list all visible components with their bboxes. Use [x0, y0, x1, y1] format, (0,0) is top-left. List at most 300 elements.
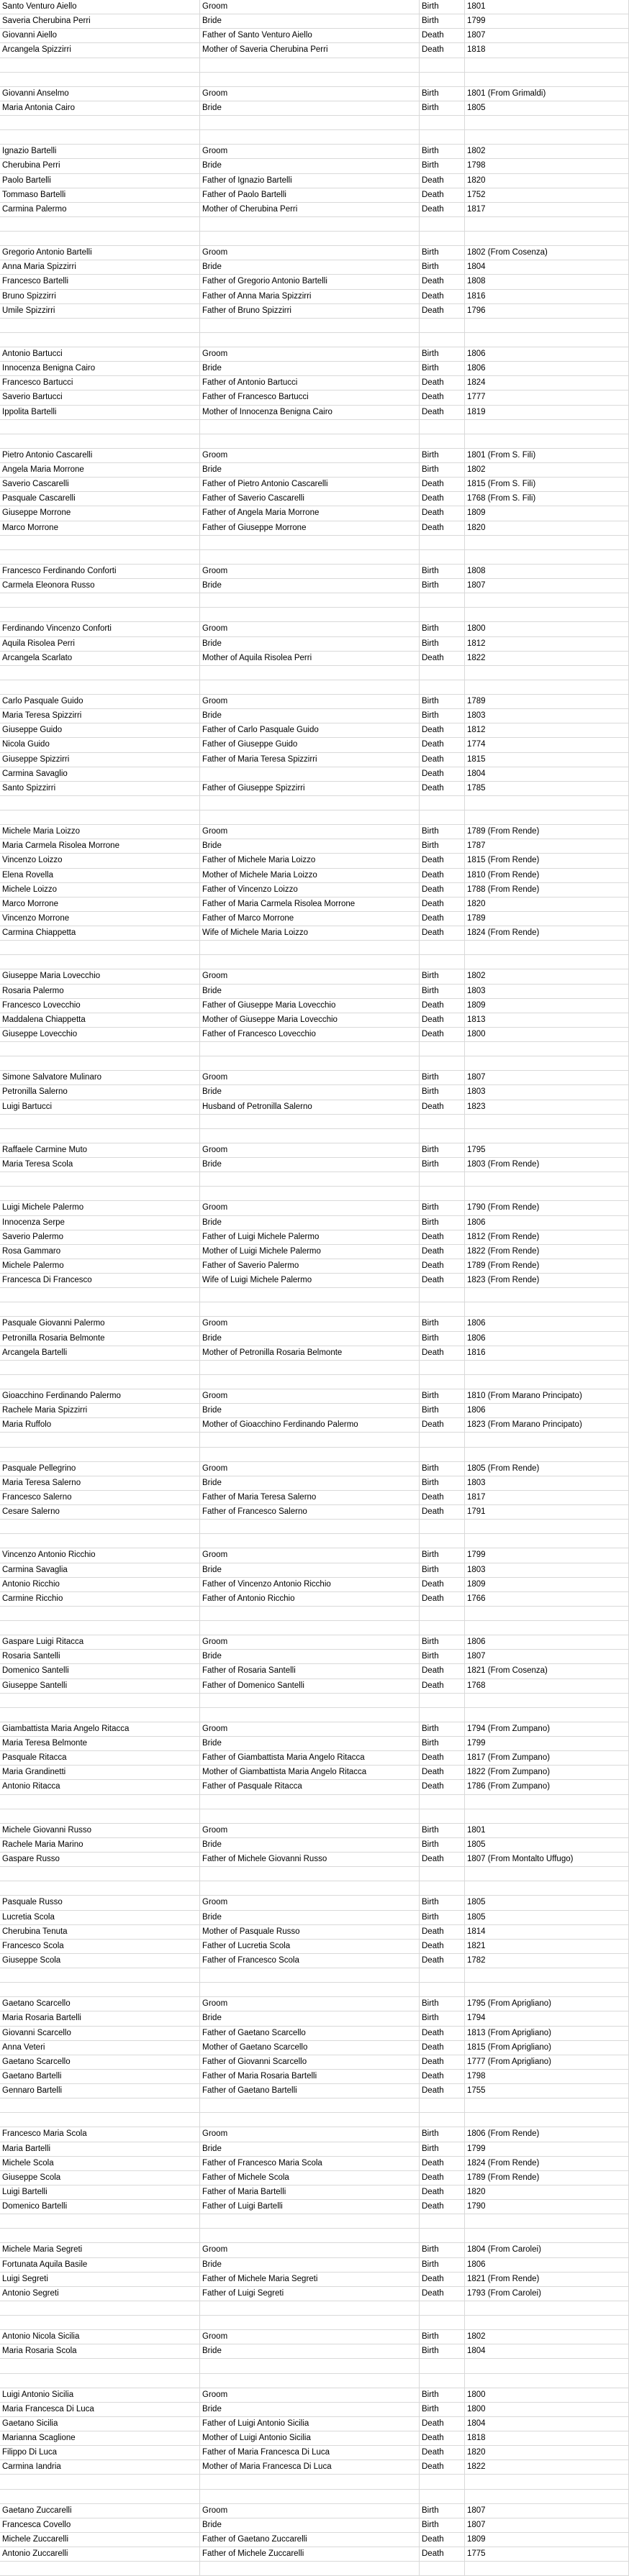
- year-cell[interactable]: 1798: [465, 2070, 629, 2083]
- role-cell[interactable]: [200, 420, 420, 434]
- name-cell[interactable]: [0, 666, 200, 680]
- role-cell[interactable]: Father of Gregorio Antonio Bartelli: [200, 275, 420, 288]
- year-cell[interactable]: 1818: [465, 43, 629, 57]
- role-cell[interactable]: Groom: [200, 1896, 420, 1909]
- event-cell[interactable]: [420, 1129, 465, 1143]
- role-cell[interactable]: Bride: [200, 1216, 420, 1230]
- year-cell[interactable]: 1805: [465, 1911, 629, 1924]
- name-cell[interactable]: Francesco Salerno: [0, 1491, 200, 1504]
- year-cell[interactable]: [465, 666, 629, 680]
- event-cell[interactable]: [420, 2475, 465, 2488]
- name-cell[interactable]: Pietro Antonio Cascarelli: [0, 449, 200, 462]
- event-cell[interactable]: [420, 810, 465, 824]
- role-cell[interactable]: [200, 1809, 420, 1823]
- event-cell[interactable]: [420, 2490, 465, 2503]
- name-cell[interactable]: Gaetano Scarcello: [0, 2055, 200, 2069]
- name-cell[interactable]: Luigi Bartucci: [0, 1100, 200, 1114]
- event-cell[interactable]: Death: [420, 2417, 465, 2431]
- name-cell[interactable]: Luigi Segreti: [0, 2273, 200, 2286]
- role-cell[interactable]: Father of Bruno Spizzirri: [200, 304, 420, 318]
- event-cell[interactable]: Birth: [420, 2518, 465, 2532]
- name-cell[interactable]: [0, 333, 200, 347]
- event-cell[interactable]: [420, 1621, 465, 1635]
- role-cell[interactable]: Mother of Luigi Antonio Sicilia: [200, 2431, 420, 2445]
- role-cell[interactable]: Husband of Petronilla Salerno: [200, 1100, 420, 1114]
- role-cell[interactable]: Bride: [200, 1650, 420, 1663]
- year-cell[interactable]: 1812: [465, 637, 629, 651]
- event-cell[interactable]: Birth: [420, 2243, 465, 2257]
- event-cell[interactable]: Birth: [420, 1404, 465, 1417]
- role-cell[interactable]: Bride: [200, 839, 420, 853]
- event-cell[interactable]: Birth: [420, 449, 465, 462]
- event-cell[interactable]: Death: [420, 1578, 465, 1591]
- role-cell[interactable]: [200, 130, 420, 144]
- name-cell[interactable]: Francesco Maria Scola: [0, 2127, 200, 2141]
- role-cell[interactable]: Mother of Giuseppe Maria Lovecchio: [200, 1013, 420, 1027]
- event-cell[interactable]: Death: [420, 43, 465, 57]
- role-cell[interactable]: Groom: [200, 1317, 420, 1330]
- role-cell[interactable]: Bride: [200, 1737, 420, 1750]
- name-cell[interactable]: Maria Teresa Spizzirri: [0, 709, 200, 723]
- name-cell[interactable]: Domenico Santelli: [0, 1664, 200, 1678]
- name-cell[interactable]: Nicola Guido: [0, 738, 200, 752]
- event-cell[interactable]: Death: [420, 738, 465, 752]
- event-cell[interactable]: Birth: [420, 709, 465, 723]
- role-cell[interactable]: [200, 2113, 420, 2127]
- name-cell[interactable]: Michele Zuccarelli: [0, 2533, 200, 2547]
- event-cell[interactable]: Birth: [420, 1737, 465, 1750]
- name-cell[interactable]: Pasquale Pellegrino: [0, 1462, 200, 1476]
- event-cell[interactable]: Death: [420, 1274, 465, 1287]
- year-cell[interactable]: 1807: [465, 579, 629, 593]
- role-cell[interactable]: Father of Gaetano Scarcello: [200, 2027, 420, 2040]
- year-cell[interactable]: [465, 2475, 629, 2488]
- role-cell[interactable]: Groom: [200, 695, 420, 708]
- year-cell[interactable]: [465, 1520, 629, 1533]
- role-cell[interactable]: Father of Antonio Bartucci: [200, 376, 420, 390]
- name-cell[interactable]: [0, 1983, 200, 1996]
- event-cell[interactable]: [420, 1983, 465, 1996]
- event-cell[interactable]: [420, 2374, 465, 2388]
- year-cell[interactable]: 1777 (From Aprigliano): [465, 2055, 629, 2069]
- name-cell[interactable]: Francesco Lovecchio: [0, 999, 200, 1013]
- event-cell[interactable]: Birth: [420, 1650, 465, 1663]
- role-cell[interactable]: Father of Luigi Michele Palermo: [200, 1230, 420, 1244]
- event-cell[interactable]: Death: [420, 652, 465, 665]
- role-cell[interactable]: Father of Saverio Palermo: [200, 1259, 420, 1273]
- event-cell[interactable]: Birth: [420, 579, 465, 593]
- role-cell[interactable]: Groom: [200, 2504, 420, 2518]
- role-cell[interactable]: Father of Michele Maria Segreti: [200, 2273, 420, 2286]
- event-cell[interactable]: [420, 1968, 465, 1982]
- event-cell[interactable]: [420, 2359, 465, 2372]
- year-cell[interactable]: 1804 (From Carolei): [465, 2243, 629, 2257]
- role-cell[interactable]: [200, 796, 420, 810]
- year-cell[interactable]: 1807: [465, 29, 629, 42]
- name-cell[interactable]: [0, 1448, 200, 1461]
- name-cell[interactable]: Saveria Cherubina Perri: [0, 14, 200, 28]
- name-cell[interactable]: Petronilla Rosaria Belmonte: [0, 1332, 200, 1346]
- event-cell[interactable]: Death: [420, 1780, 465, 1794]
- year-cell[interactable]: 1823 (From Rende): [465, 1274, 629, 1287]
- event-cell[interactable]: Birth: [420, 2258, 465, 2272]
- year-cell[interactable]: 1804: [465, 260, 629, 274]
- event-cell[interactable]: Death: [420, 2547, 465, 2561]
- role-cell[interactable]: Bride: [200, 101, 420, 115]
- name-cell[interactable]: Marianna Scaglione: [0, 2431, 200, 2445]
- role-cell[interactable]: [200, 1607, 420, 1620]
- event-cell[interactable]: Birth: [420, 87, 465, 101]
- year-cell[interactable]: 1810 (From Rende): [465, 869, 629, 882]
- role-cell[interactable]: Groom: [200, 565, 420, 578]
- year-cell[interactable]: 1800: [465, 622, 629, 636]
- year-cell[interactable]: 1789 (From Rende): [465, 825, 629, 839]
- event-cell[interactable]: [420, 319, 465, 332]
- event-cell[interactable]: Death: [420, 506, 465, 520]
- name-cell[interactable]: Anna Maria Spizzirri: [0, 260, 200, 274]
- event-cell[interactable]: Death: [420, 203, 465, 216]
- role-cell[interactable]: Father of Angela Maria Morrone: [200, 506, 420, 520]
- event-cell[interactable]: Death: [420, 174, 465, 188]
- name-cell[interactable]: [0, 2359, 200, 2372]
- name-cell[interactable]: Arcangela Bartelli: [0, 1346, 200, 1360]
- name-cell[interactable]: Saverio Cascarelli: [0, 478, 200, 491]
- year-cell[interactable]: [465, 593, 629, 607]
- role-cell[interactable]: [200, 1187, 420, 1200]
- year-cell[interactable]: 1822: [465, 652, 629, 665]
- role-cell[interactable]: [200, 434, 420, 448]
- role-cell[interactable]: Father of Luigi Segreti: [200, 2287, 420, 2301]
- year-cell[interactable]: [465, 1302, 629, 1316]
- role-cell[interactable]: Father of Francesco Lovecchio: [200, 1028, 420, 1041]
- year-cell[interactable]: [465, 1881, 629, 1895]
- event-cell[interactable]: Death: [420, 1418, 465, 1432]
- year-cell[interactable]: 1821 (From Cosenza): [465, 1664, 629, 1678]
- event-cell[interactable]: Birth: [420, 1838, 465, 1852]
- year-cell[interactable]: [465, 2113, 629, 2127]
- event-cell[interactable]: Death: [420, 854, 465, 867]
- year-cell[interactable]: 1824: [465, 376, 629, 390]
- name-cell[interactable]: [0, 58, 200, 72]
- event-cell[interactable]: Birth: [420, 1896, 465, 1909]
- year-cell[interactable]: [465, 1983, 629, 1996]
- role-cell[interactable]: Father of Santo Venturo Aiello: [200, 29, 420, 42]
- role-cell[interactable]: Father of Giuseppe Guido: [200, 738, 420, 752]
- event-cell[interactable]: Birth: [420, 1462, 465, 1476]
- event-cell[interactable]: Death: [420, 1592, 465, 1606]
- role-cell[interactable]: [200, 1867, 420, 1881]
- name-cell[interactable]: Maria Teresa Salerno: [0, 1476, 200, 1490]
- role-cell[interactable]: [200, 1288, 420, 1302]
- name-cell[interactable]: Michele Maria Loizzo: [0, 825, 200, 839]
- event-cell[interactable]: Birth: [420, 159, 465, 173]
- role-cell[interactable]: [200, 1115, 420, 1128]
- year-cell[interactable]: 1798: [465, 159, 629, 173]
- event-cell[interactable]: Birth: [420, 1389, 465, 1403]
- name-cell[interactable]: [0, 536, 200, 549]
- year-cell[interactable]: [465, 1187, 629, 1200]
- name-cell[interactable]: [0, 593, 200, 607]
- name-cell[interactable]: Gaspare Luigi Ritacca: [0, 1635, 200, 1649]
- event-cell[interactable]: [420, 1448, 465, 1461]
- name-cell[interactable]: [0, 680, 200, 694]
- year-cell[interactable]: 1794 (From Zumpano): [465, 1722, 629, 1736]
- year-cell[interactable]: 1795 (From Aprigliano): [465, 1997, 629, 2011]
- year-cell[interactable]: 1802: [465, 969, 629, 983]
- role-cell[interactable]: [200, 1302, 420, 1316]
- year-cell[interactable]: [465, 941, 629, 954]
- event-cell[interactable]: Death: [420, 1491, 465, 1504]
- event-cell[interactable]: [420, 130, 465, 144]
- name-cell[interactable]: Maria Carmela Risolea Morrone: [0, 839, 200, 853]
- role-cell[interactable]: Mother of Innocenza Benigna Cairo: [200, 406, 420, 419]
- role-cell[interactable]: [200, 767, 420, 781]
- event-cell[interactable]: Death: [420, 1100, 465, 1114]
- role-cell[interactable]: Father of Michele Zuccarelli: [200, 2547, 420, 2561]
- role-cell[interactable]: Father of Francesco Bartucci: [200, 390, 420, 404]
- year-cell[interactable]: 1817: [465, 1491, 629, 1504]
- role-cell[interactable]: Mother of Petronilla Rosaria Belmonte: [200, 1346, 420, 1360]
- role-cell[interactable]: Groom: [200, 2330, 420, 2344]
- event-cell[interactable]: Birth: [420, 969, 465, 983]
- name-cell[interactable]: [0, 1115, 200, 1128]
- name-cell[interactable]: Arcangela Scarlato: [0, 652, 200, 665]
- year-cell[interactable]: 1806: [465, 347, 629, 361]
- year-cell[interactable]: [465, 680, 629, 694]
- event-cell[interactable]: Death: [420, 2027, 465, 2040]
- name-cell[interactable]: Giuseppe Guido: [0, 723, 200, 737]
- name-cell[interactable]: Carmina Chiappetta: [0, 926, 200, 940]
- event-cell[interactable]: [420, 2229, 465, 2242]
- name-cell[interactable]: [0, 1881, 200, 1895]
- name-cell[interactable]: [0, 130, 200, 144]
- year-cell[interactable]: 1801 (From Grimaldi): [465, 87, 629, 101]
- name-cell[interactable]: [0, 2301, 200, 2315]
- year-cell[interactable]: 1803: [465, 709, 629, 723]
- year-cell[interactable]: 1802: [465, 463, 629, 477]
- event-cell[interactable]: Death: [420, 304, 465, 318]
- event-cell[interactable]: [420, 1520, 465, 1533]
- event-cell[interactable]: [420, 1867, 465, 1881]
- year-cell[interactable]: [465, 810, 629, 824]
- event-cell[interactable]: [420, 1302, 465, 1316]
- year-cell[interactable]: 1796: [465, 304, 629, 318]
- year-cell[interactable]: 1820: [465, 521, 629, 535]
- event-cell[interactable]: Death: [420, 753, 465, 767]
- year-cell[interactable]: 1815 (From Aprigliano): [465, 2041, 629, 2055]
- name-cell[interactable]: Francesco Scola: [0, 1940, 200, 1953]
- role-cell[interactable]: [200, 1795, 420, 1809]
- year-cell[interactable]: 1818: [465, 2431, 629, 2445]
- year-cell[interactable]: 1820: [465, 2186, 629, 2199]
- role-cell[interactable]: Mother of Michele Maria Loizzo: [200, 869, 420, 882]
- role-cell[interactable]: Father of Giovanni Scarcello: [200, 2055, 420, 2069]
- year-cell[interactable]: 1803 (From Rende): [465, 1158, 629, 1171]
- role-cell[interactable]: [200, 536, 420, 549]
- role-cell[interactable]: Father of Maria Carmela Risolea Morrone: [200, 898, 420, 911]
- event-cell[interactable]: [420, 1042, 465, 1056]
- name-cell[interactable]: [0, 1302, 200, 1316]
- role-cell[interactable]: [200, 1983, 420, 1996]
- event-cell[interactable]: [420, 1187, 465, 1200]
- role-cell[interactable]: Father of Michele Scola: [200, 2171, 420, 2185]
- role-cell[interactable]: [200, 2374, 420, 2388]
- name-cell[interactable]: [0, 1694, 200, 1707]
- role-cell[interactable]: Father of Giuseppe Morrone: [200, 521, 420, 535]
- name-cell[interactable]: Rachele Maria Marino: [0, 1838, 200, 1852]
- role-cell[interactable]: [200, 1881, 420, 1895]
- name-cell[interactable]: Saverio Bartucci: [0, 390, 200, 404]
- event-cell[interactable]: Birth: [420, 2011, 465, 2025]
- name-cell[interactable]: Giuseppe Scola: [0, 2171, 200, 2185]
- year-cell[interactable]: [465, 1534, 629, 1548]
- name-cell[interactable]: Antonio Nicola Sicilia: [0, 2330, 200, 2344]
- event-cell[interactable]: Death: [420, 188, 465, 202]
- name-cell[interactable]: [0, 1534, 200, 1548]
- year-cell[interactable]: 1820: [465, 174, 629, 188]
- role-cell[interactable]: Bride: [200, 1158, 420, 1171]
- year-cell[interactable]: [465, 1288, 629, 1302]
- year-cell[interactable]: [465, 2374, 629, 2388]
- event-cell[interactable]: Death: [420, 2186, 465, 2199]
- role-cell[interactable]: [200, 666, 420, 680]
- year-cell[interactable]: 1808: [465, 565, 629, 578]
- event-cell[interactable]: [420, 1115, 465, 1128]
- name-cell[interactable]: Bruno Spizzirri: [0, 290, 200, 303]
- event-cell[interactable]: [420, 1534, 465, 1548]
- role-cell[interactable]: Bride: [200, 2518, 420, 2532]
- name-cell[interactable]: [0, 2374, 200, 2388]
- name-cell[interactable]: Vincenzo Antonio Ricchio: [0, 1548, 200, 1562]
- name-cell[interactable]: Giuseppe Lovecchio: [0, 1028, 200, 1041]
- event-cell[interactable]: [420, 536, 465, 549]
- name-cell[interactable]: [0, 810, 200, 824]
- event-cell[interactable]: Birth: [420, 2127, 465, 2141]
- event-cell[interactable]: [420, 2562, 465, 2575]
- event-cell[interactable]: Death: [420, 2446, 465, 2459]
- name-cell[interactable]: Michele Scola: [0, 2157, 200, 2170]
- event-cell[interactable]: Birth: [420, 1563, 465, 1577]
- year-cell[interactable]: 1787: [465, 839, 629, 853]
- name-cell[interactable]: Gaetano Zuccarelli: [0, 2504, 200, 2518]
- event-cell[interactable]: Birth: [420, 0, 465, 14]
- year-cell[interactable]: 1823: [465, 1100, 629, 1114]
- year-cell[interactable]: 1806: [465, 1317, 629, 1330]
- name-cell[interactable]: Carmina Iandria: [0, 2460, 200, 2474]
- role-cell[interactable]: [200, 2359, 420, 2372]
- event-cell[interactable]: [420, 1361, 465, 1374]
- year-cell[interactable]: 1782: [465, 1954, 629, 1968]
- name-cell[interactable]: Ferdinando Vincenzo Conforti: [0, 622, 200, 636]
- name-cell[interactable]: [0, 1288, 200, 1302]
- name-cell[interactable]: [0, 955, 200, 969]
- role-cell[interactable]: Mother of Gioacchino Ferdinando Palermo: [200, 1418, 420, 1432]
- year-cell[interactable]: [465, 1172, 629, 1186]
- event-cell[interactable]: [420, 955, 465, 969]
- event-cell[interactable]: Death: [420, 478, 465, 491]
- year-cell[interactable]: 1822 (From Rende): [465, 1245, 629, 1259]
- role-cell[interactable]: Bride: [200, 2011, 420, 2025]
- event-cell[interactable]: Birth: [420, 1143, 465, 1157]
- event-cell[interactable]: Birth: [420, 1635, 465, 1649]
- role-cell[interactable]: Father of Vincenzo Antonio Ricchio: [200, 1578, 420, 1591]
- role-cell[interactable]: Bride: [200, 579, 420, 593]
- role-cell[interactable]: Father of Giuseppe Spizzirri: [200, 782, 420, 795]
- event-cell[interactable]: [420, 680, 465, 694]
- event-cell[interactable]: [420, 608, 465, 621]
- event-cell[interactable]: Death: [420, 2171, 465, 2185]
- event-cell[interactable]: [420, 1694, 465, 1707]
- role-cell[interactable]: [200, 2316, 420, 2329]
- name-cell[interactable]: Michele Loizzo: [0, 883, 200, 897]
- name-cell[interactable]: Rosaria Santelli: [0, 1650, 200, 1663]
- year-cell[interactable]: [465, 319, 629, 332]
- name-cell[interactable]: Maria Antonia Cairo: [0, 101, 200, 115]
- year-cell[interactable]: 1812 (From Rende): [465, 1230, 629, 1244]
- role-cell[interactable]: Father of Francesco Scola: [200, 1954, 420, 1968]
- role-cell[interactable]: Father of Francesco Maria Scola: [200, 2157, 420, 2170]
- role-cell[interactable]: Groom: [200, 2243, 420, 2257]
- year-cell[interactable]: 1774: [465, 738, 629, 752]
- event-cell[interactable]: Birth: [420, 1158, 465, 1171]
- year-cell[interactable]: [465, 1795, 629, 1809]
- role-cell[interactable]: [200, 550, 420, 564]
- year-cell[interactable]: 1801: [465, 1824, 629, 1837]
- role-cell[interactable]: Groom: [200, 347, 420, 361]
- name-cell[interactable]: Gioacchino Ferdinando Palermo: [0, 1389, 200, 1403]
- role-cell[interactable]: Bride: [200, 14, 420, 28]
- name-cell[interactable]: Carlo Pasquale Guido: [0, 695, 200, 708]
- year-cell[interactable]: [465, 1129, 629, 1143]
- role-cell[interactable]: Father of Michele Giovanni Russo: [200, 1853, 420, 1866]
- role-cell[interactable]: Bride: [200, 637, 420, 651]
- event-cell[interactable]: Birth: [420, 1332, 465, 1346]
- name-cell[interactable]: Rachele Maria Spizzirri: [0, 1404, 200, 1417]
- year-cell[interactable]: 1768 (From S. Fili): [465, 492, 629, 506]
- year-cell[interactable]: 1785: [465, 782, 629, 795]
- name-cell[interactable]: Rosa Gammaro: [0, 1245, 200, 1259]
- event-cell[interactable]: [420, 232, 465, 245]
- name-cell[interactable]: Santo Venturo Aiello: [0, 0, 200, 14]
- name-cell[interactable]: [0, 2098, 200, 2112]
- year-cell[interactable]: 1803: [465, 1563, 629, 1577]
- year-cell[interactable]: 1799: [465, 14, 629, 28]
- name-cell[interactable]: Angela Maria Morrone: [0, 463, 200, 477]
- role-cell[interactable]: Father of Giuseppe Maria Lovecchio: [200, 999, 420, 1013]
- event-cell[interactable]: Death: [420, 1230, 465, 1244]
- year-cell[interactable]: 1795: [465, 1143, 629, 1157]
- role-cell[interactable]: [200, 1694, 420, 1707]
- name-cell[interactable]: Maddalena Chiappetta: [0, 1013, 200, 1027]
- role-cell[interactable]: [200, 941, 420, 954]
- year-cell[interactable]: 1809: [465, 506, 629, 520]
- year-cell[interactable]: [465, 333, 629, 347]
- role-cell[interactable]: Bride: [200, 1476, 420, 1490]
- role-cell[interactable]: Mother of Aquila Risolea Perri: [200, 652, 420, 665]
- year-cell[interactable]: 1806: [465, 362, 629, 375]
- name-cell[interactable]: Gaetano Scarcello: [0, 1997, 200, 2011]
- event-cell[interactable]: [420, 2098, 465, 2112]
- year-cell[interactable]: 1819: [465, 406, 629, 419]
- year-cell[interactable]: 1789: [465, 912, 629, 926]
- name-cell[interactable]: Cherubina Tenuta: [0, 1925, 200, 1939]
- event-cell[interactable]: [420, 1288, 465, 1302]
- name-cell[interactable]: [0, 1607, 200, 1620]
- role-cell[interactable]: Groom: [200, 145, 420, 158]
- year-cell[interactable]: 1807 (From Montalto Uffugo): [465, 1853, 629, 1866]
- role-cell[interactable]: Bride: [200, 463, 420, 477]
- role-cell[interactable]: Groom: [200, 1824, 420, 1837]
